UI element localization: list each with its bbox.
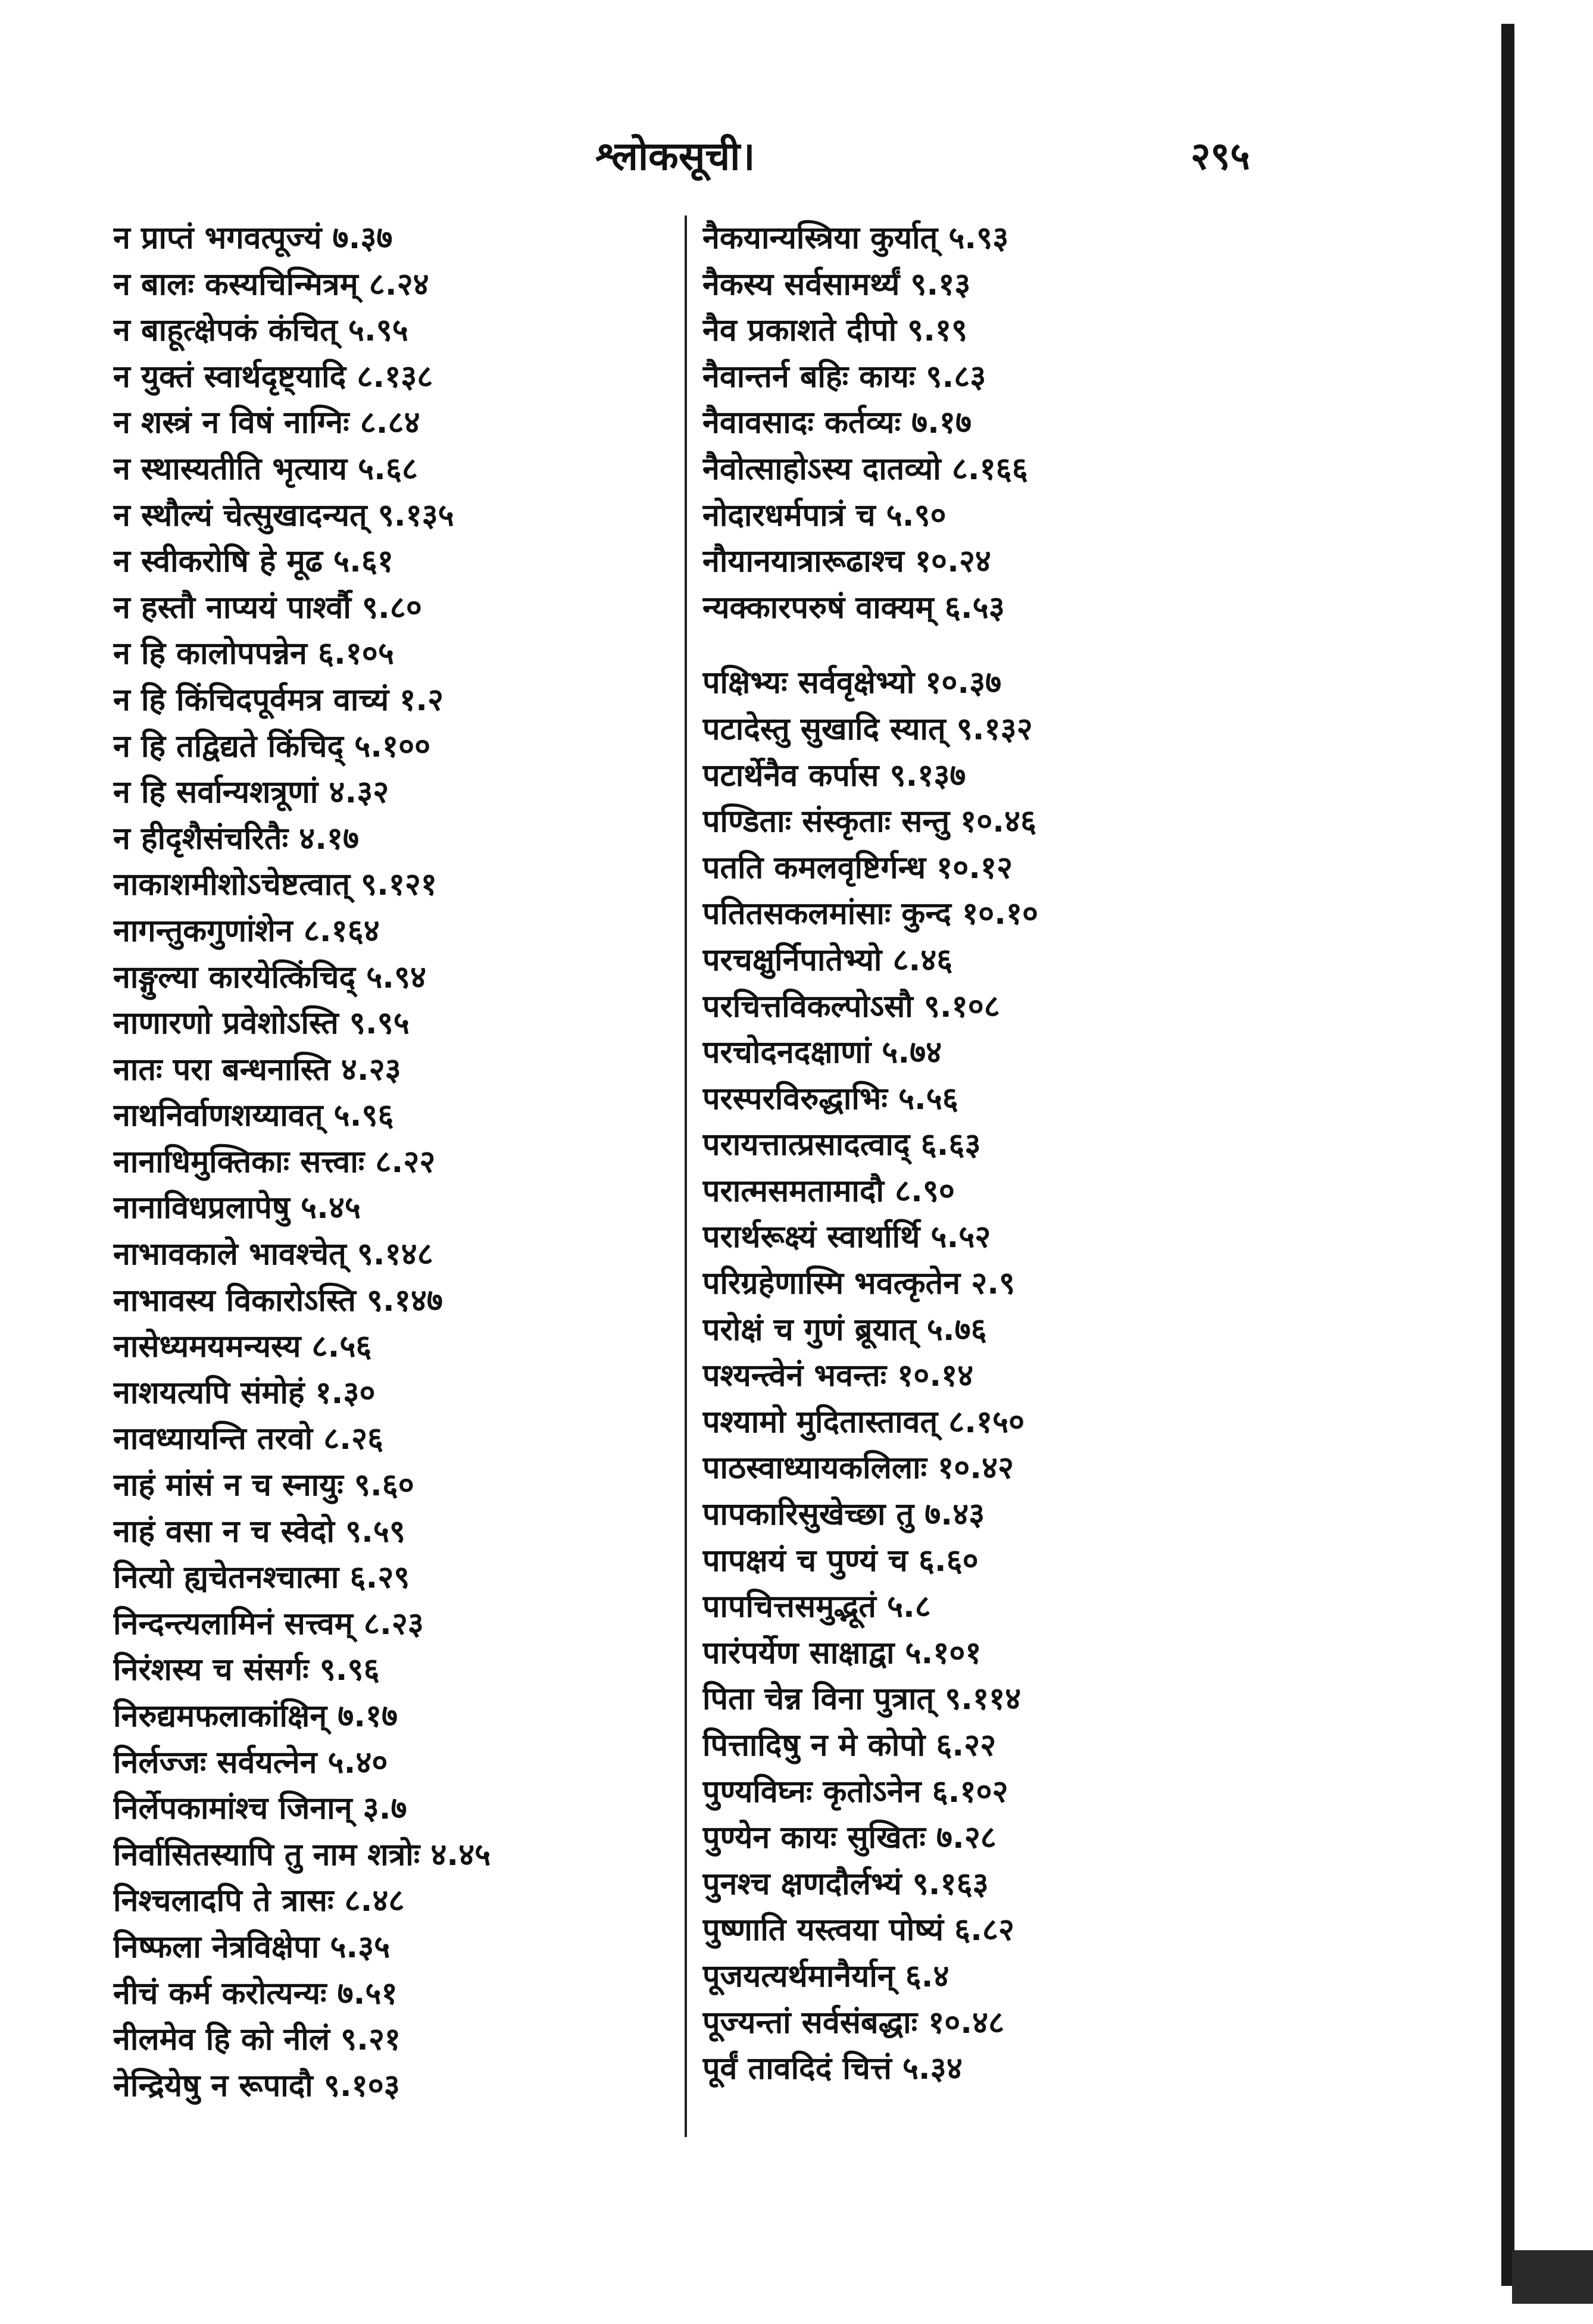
verse-index-entry: पिता चेन्न विना पुत्रात् ९.११४ bbox=[702, 1681, 1022, 1717]
verse-index-entry: पापकारिसुखेच्छा तु ७.४३ bbox=[702, 1497, 985, 1533]
verse-index-entry: नाशयत्यपि संमोहं १.३० bbox=[113, 1375, 376, 1411]
verse-index-entry: नेन्द्रियेषु न रूपादौ ९.१०३ bbox=[113, 2067, 400, 2104]
verse-index-entry: निरंशस्य च संसर्गः ९.९६ bbox=[113, 1652, 380, 1688]
verse-index-entry: नैवान्तर्न बहिः कायः ९.८३ bbox=[702, 358, 986, 395]
verse-index-entry: पुष्णाति यस्त्वया पोष्यं ६.८२ bbox=[702, 1912, 1014, 1948]
verse-index-entry: पतति कमलवृष्टिर्गन्ध १०.१२ bbox=[702, 849, 1013, 886]
verse-index-entry: पित्तादिषु न मे कोपो ६.२२ bbox=[702, 1728, 997, 1763]
left-column-index bbox=[113, 215, 679, 2109]
verse-index-entry: निरुद्यमफलाकांक्षिन् ७.१७ bbox=[113, 1698, 398, 1734]
verse-index-entry: पश्यामो मुदितास्तावत् ८.१५० bbox=[702, 1404, 1025, 1440]
verse-index-entry: नाहं वसा न च स्वेदो ९.५९ bbox=[113, 1513, 405, 1550]
verse-index-entry: न युक्तं स्वार्थदृष्ट्यादि ८.१३८ bbox=[113, 358, 433, 395]
verse-index-entry: न बालः कस्यचिन्मित्रम् ८.२४ bbox=[113, 266, 429, 302]
verse-index-entry: परार्थरूक्ष्यं स्वार्थार्थि ५.५२ bbox=[702, 1219, 991, 1255]
verse-index-entry: नीलमेव हि को नीलं ९.२१ bbox=[113, 2022, 401, 2058]
verse-index-entry: न हि सर्वान्यशत्रूणां ४.३२ bbox=[113, 774, 389, 811]
verse-index-entry: निश्चलादपि ते त्रासः ८.४८ bbox=[113, 1883, 405, 1919]
verse-index-entry: पूजयत्यर्थमानैर्यान् ६.४ bbox=[702, 1958, 949, 1994]
verse-index-entry: नागन्तुकगुणांशेन ८.१६४ bbox=[113, 913, 380, 949]
verse-index-entry: न स्थौल्यं चेत्सुखादन्यत् ९.१३५ bbox=[113, 497, 454, 533]
verse-index-entry: परचित्तविकल्पोऽसौ ९.१०८ bbox=[702, 988, 1000, 1024]
verse-index-entry: नैकस्य सर्वसामर्थ्यं ९.१३ bbox=[702, 266, 971, 302]
verse-index-entry: पतितसकलमांसाः कुन्द १०.१० bbox=[702, 896, 1039, 932]
verse-index-entry: पुण्यविघ्नः कृतोऽनेन ६.१०२ bbox=[702, 1773, 1008, 1810]
verse-index-entry: नातः परा बन्धनास्ति ४.२३ bbox=[113, 1051, 401, 1088]
verse-index-entry: नोदारधर्मपात्रं च ५.९० bbox=[702, 497, 947, 533]
verse-index-entry: पूज्यन्तां सर्वसंबद्धाः १०.४८ bbox=[702, 2004, 1005, 2041]
verse-index-entry: न हि तद्विद्यते किंचिद् ५.१०० bbox=[113, 728, 431, 764]
verse-index-entry: निर्लेपकामांश्च जिनान् ३.७ bbox=[113, 1791, 407, 1827]
verse-index-entry: नानाधिमुक्तिकाः सत्त्वाः ८.२२ bbox=[113, 1144, 436, 1180]
verse-index-entry: पापचित्तसमुद्भूतं ५.८ bbox=[702, 1589, 931, 1625]
verse-index-entry: पापक्षयं च पुण्यं च ६.६० bbox=[702, 1542, 979, 1579]
verse-index-entry: न स्वीकरोषि हे मूढ ५.६१ bbox=[113, 543, 393, 580]
verse-index-entry: पुनश्च क्षणदौर्लभ्यं ९.१६३ bbox=[702, 1866, 989, 1902]
page-title: श्लोकसूची। bbox=[595, 133, 755, 179]
verse-index-entry: नौयानयात्रारूढाश्च १०.२४ bbox=[702, 543, 991, 580]
verse-index-entry: नीचं कर्म करोत्यन्यः ७.५१ bbox=[113, 1975, 398, 2011]
verse-index-entry: पूर्वं तावदिदं चित्तं ५.३४ bbox=[702, 2051, 963, 2087]
verse-index-entry: परचक्षुर्निपातेभ्यो ८.४६ bbox=[702, 942, 953, 978]
verse-index-entry: न्यक्कारपरुषं वाक्यम् ६.५३ bbox=[702, 589, 1005, 626]
verse-index-entry: पण्डिताः संस्कृताः सन्तु १०.४६ bbox=[702, 804, 1037, 840]
verse-index-entry: पक्षिभ्यः सर्ववृक्षेभ्यो १०.३७ bbox=[702, 665, 1002, 701]
scan-smudge bbox=[1512, 2250, 1593, 2304]
column-divider bbox=[685, 215, 687, 2137]
verse-index-entry: पटार्थेनैव कर्पास ९.१३७ bbox=[702, 757, 966, 794]
page-number: २९५ bbox=[1191, 135, 1250, 179]
verse-index-entry: परिग्रहेणास्मि भवत्कृतेन २.९ bbox=[702, 1266, 1016, 1302]
verse-index-entry: न हीदृशैसंचरितैः ४.१७ bbox=[113, 820, 360, 857]
verse-index-entry: नासेध्यमयमन्यस्य ८.५६ bbox=[113, 1329, 372, 1365]
verse-index-entry: न बाहूत्क्षेपकं कंचित् ५.९५ bbox=[113, 313, 408, 349]
verse-index-entry: पश्यन्त्वेनं भवन्तः १०.१४ bbox=[702, 1358, 974, 1394]
right-column-index bbox=[702, 215, 1268, 2092]
verse-index-entry: नावध्यायन्ति तरवो ८.२६ bbox=[113, 1421, 384, 1457]
verse-index-entry: न शस्त्रं न विषं नाग्निः ८.८४ bbox=[113, 405, 420, 441]
binding-edge bbox=[1501, 24, 1514, 2286]
verse-index-entry: निन्दन्त्यलामिनं सत्त्वम् ८.२३ bbox=[113, 1605, 424, 1642]
verse-index-entry: पाठस्वाध्यायकलिलाः १०.४२ bbox=[702, 1450, 1014, 1486]
verse-index-entry: परायत्तात्प्रसादत्वाद् ६.६३ bbox=[702, 1127, 981, 1163]
verse-index-entry: न हस्तौ नाप्ययं पार्श्वौ ९.८० bbox=[113, 589, 422, 626]
verse-index-entry: पुण्येन कायः सुखितः ७.२८ bbox=[702, 1820, 997, 1856]
verse-index-entry: न हि कालोपपन्नेन ६.१०५ bbox=[113, 636, 394, 672]
verse-index-entry: नाङ्गुल्या कारयेत्किंचिद् ५.९४ bbox=[113, 959, 427, 995]
verse-index-entry: नैकयान्यस्त्रिया कुर्यात् ५.९३ bbox=[702, 220, 1009, 256]
verse-index-entry: नैवावसादः कर्तव्यः ७.१७ bbox=[702, 405, 972, 441]
verse-index-entry: नित्यो ह्यचेतनश्चात्मा ६.२९ bbox=[113, 1560, 410, 1596]
verse-index-entry: नैव प्रकाशते दीपो ९.१९ bbox=[702, 313, 968, 349]
verse-index-entry: परोक्षं च गुणं ब्रूयात् ५.७६ bbox=[702, 1311, 987, 1348]
verse-index-entry: नाभावकाले भावश्चेत् ९.१४८ bbox=[113, 1236, 433, 1273]
verse-index-entry: पटादेस्तु सुखादि स्यात् ९.१३२ bbox=[702, 711, 1033, 747]
verse-index-entry: निर्लज्जः सर्वयत्नेन ५.४० bbox=[113, 1744, 388, 1781]
verse-index-entry: न प्राप्तं भगवत्पूज्यं ७.३७ bbox=[113, 220, 393, 256]
verse-index-entry: परचोदनदक्षाणां ५.७४ bbox=[702, 1035, 942, 1071]
verse-index-entry: नाणारणो प्रवेशोऽस्ति ९.९५ bbox=[113, 1005, 410, 1042]
verse-index-entry: निष्फला नेत्रविक्षेपा ५.३५ bbox=[113, 1929, 391, 1965]
verse-index-entry: पारंपर्येण साक्षाद्वा ५.१०१ bbox=[702, 1635, 982, 1671]
verse-index-entry: न हि किंचिदपूर्वमत्र वाच्यं १.२ bbox=[113, 682, 444, 718]
verse-index-entry: न स्थास्यतीति भृत्याय ५.६८ bbox=[113, 451, 418, 487]
verse-index-entry: नाकाशमीशोऽचेष्टत्वात् ९.१२१ bbox=[113, 867, 437, 903]
verse-index-entry: नाथनिर्वाणशय्यावत् ५.९६ bbox=[113, 1098, 394, 1134]
verse-index-entry: परस्परविरुद्धाभिः ५.५६ bbox=[702, 1080, 958, 1117]
verse-index-entry: नानाविधप्रलापेषु ५.४५ bbox=[113, 1190, 361, 1226]
verse-index-entry: निर्वासितस्यापि तु नाम शत्रोः ४.४५ bbox=[113, 1836, 491, 1873]
verse-index-entry: परात्मसमतामादौ ८.९० bbox=[702, 1173, 955, 1209]
verse-index-entry: नाभावस्य विकारोऽस्ति ९.१४७ bbox=[113, 1282, 443, 1319]
verse-index-entry: नैवोत्साहोऽस्य दातव्यो ८.१६६ bbox=[702, 451, 1028, 487]
verse-index-entry: नाहं मांसं न च स्नायुः ९.६० bbox=[113, 1467, 414, 1504]
